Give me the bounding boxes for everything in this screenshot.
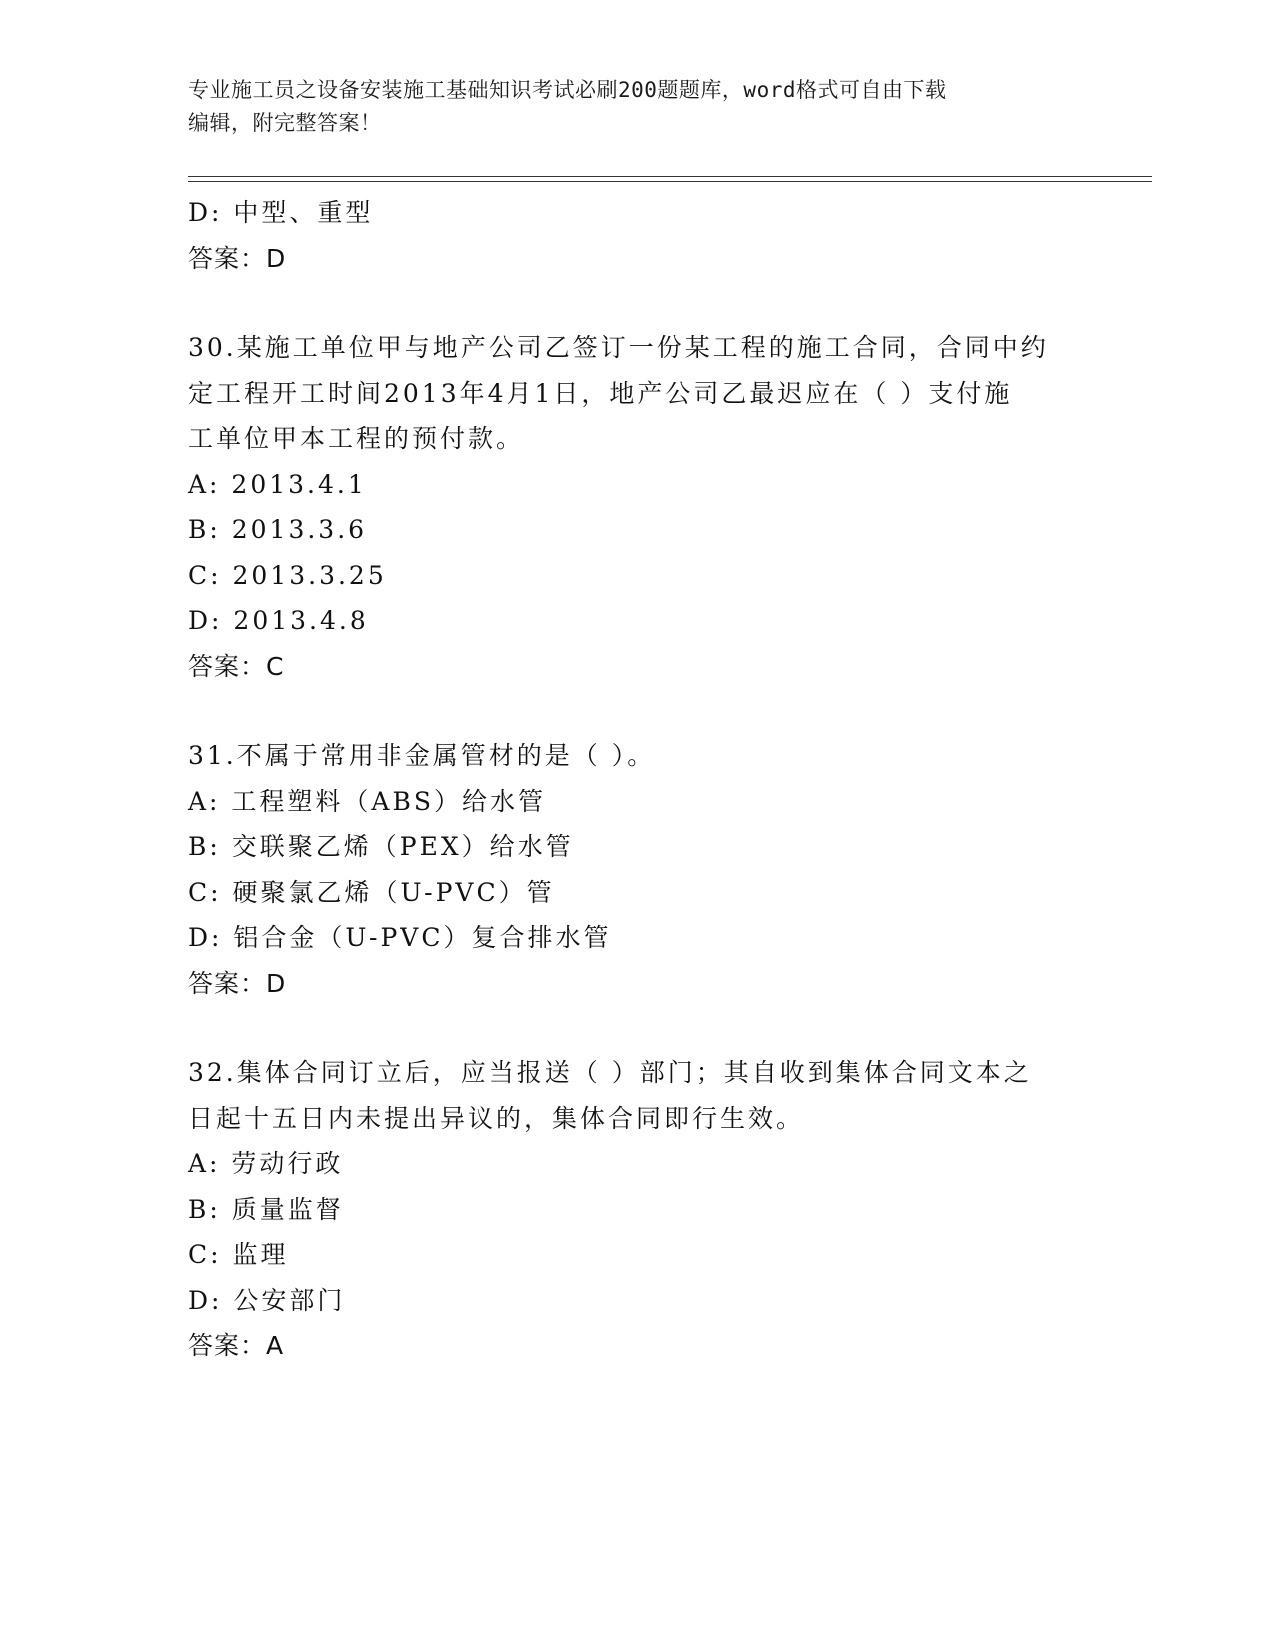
option-a: A: 工程塑料（ABS）给水管 [188,786,546,816]
prev-question-answer: 答案：D [188,243,287,273]
question-stem-line: 工单位甲本工程的预付款。 [188,424,525,453]
header-title-line-2: 编辑，附完整答案！ [188,111,382,135]
header-title-line-1: 专业施工员之设备安装施工基础知识考试必刷200题题库，word格式可自由下载 [188,78,947,102]
header-divider-top [188,176,1152,177]
question-content [188,190,1088,1369]
option-c: C: 2013.3.25 [188,560,387,590]
question-stem-line: 日起十五日内未提出异议的，集体合同即行生效。 [188,1103,805,1133]
question-32 [188,1050,1088,1369]
spacer [188,1006,1088,1050]
option-b: B: 质量监督 [188,1194,344,1224]
answer: 答案：C [188,651,285,681]
header-divider-bottom [188,181,1152,182]
question-stem-line: 定工程开工时间2013年4月1日，地产公司乙最迟应在（ ）支付施 [188,378,1013,408]
option-c: C: 硬聚氯乙烯（U-PVC）管 [188,877,555,907]
option-d: D: 公安部门 [188,1285,346,1315]
option-a: A: 2013.4.1 [188,469,367,499]
prev-question-option-d: D: 中型、重型 [188,198,374,227]
question-stem-line: 30.某施工单位甲与地产公司乙签订一份某工程的施工合同，合同中约 [188,333,1049,362]
option-a: A: 劳动行政 [188,1149,344,1178]
spacer [188,281,1088,325]
question-30 [188,325,1088,689]
question-stem-line: 31.不属于常用非金属管材的是（ ）。 [188,741,656,770]
question-31 [188,733,1088,1006]
option-d: D: 2013.4.8 [188,606,369,635]
answer: 答案：A [188,1331,285,1360]
spacer [188,689,1088,733]
document-header [188,74,1068,140]
option-d: D: 铝合金（U-PVC）复合排水管 [188,923,612,952]
option-b: B: 交联聚乙烯（PEX）给水管 [188,832,574,861]
answer: 答案：D [188,968,287,998]
question-stem-line: 32.集体合同订立后，应当报送（ ）部门；其自收到集体合同文本之 [188,1058,1032,1087]
option-b: B: 2013.3.6 [188,515,368,544]
option-c: C: 监理 [188,1240,289,1269]
